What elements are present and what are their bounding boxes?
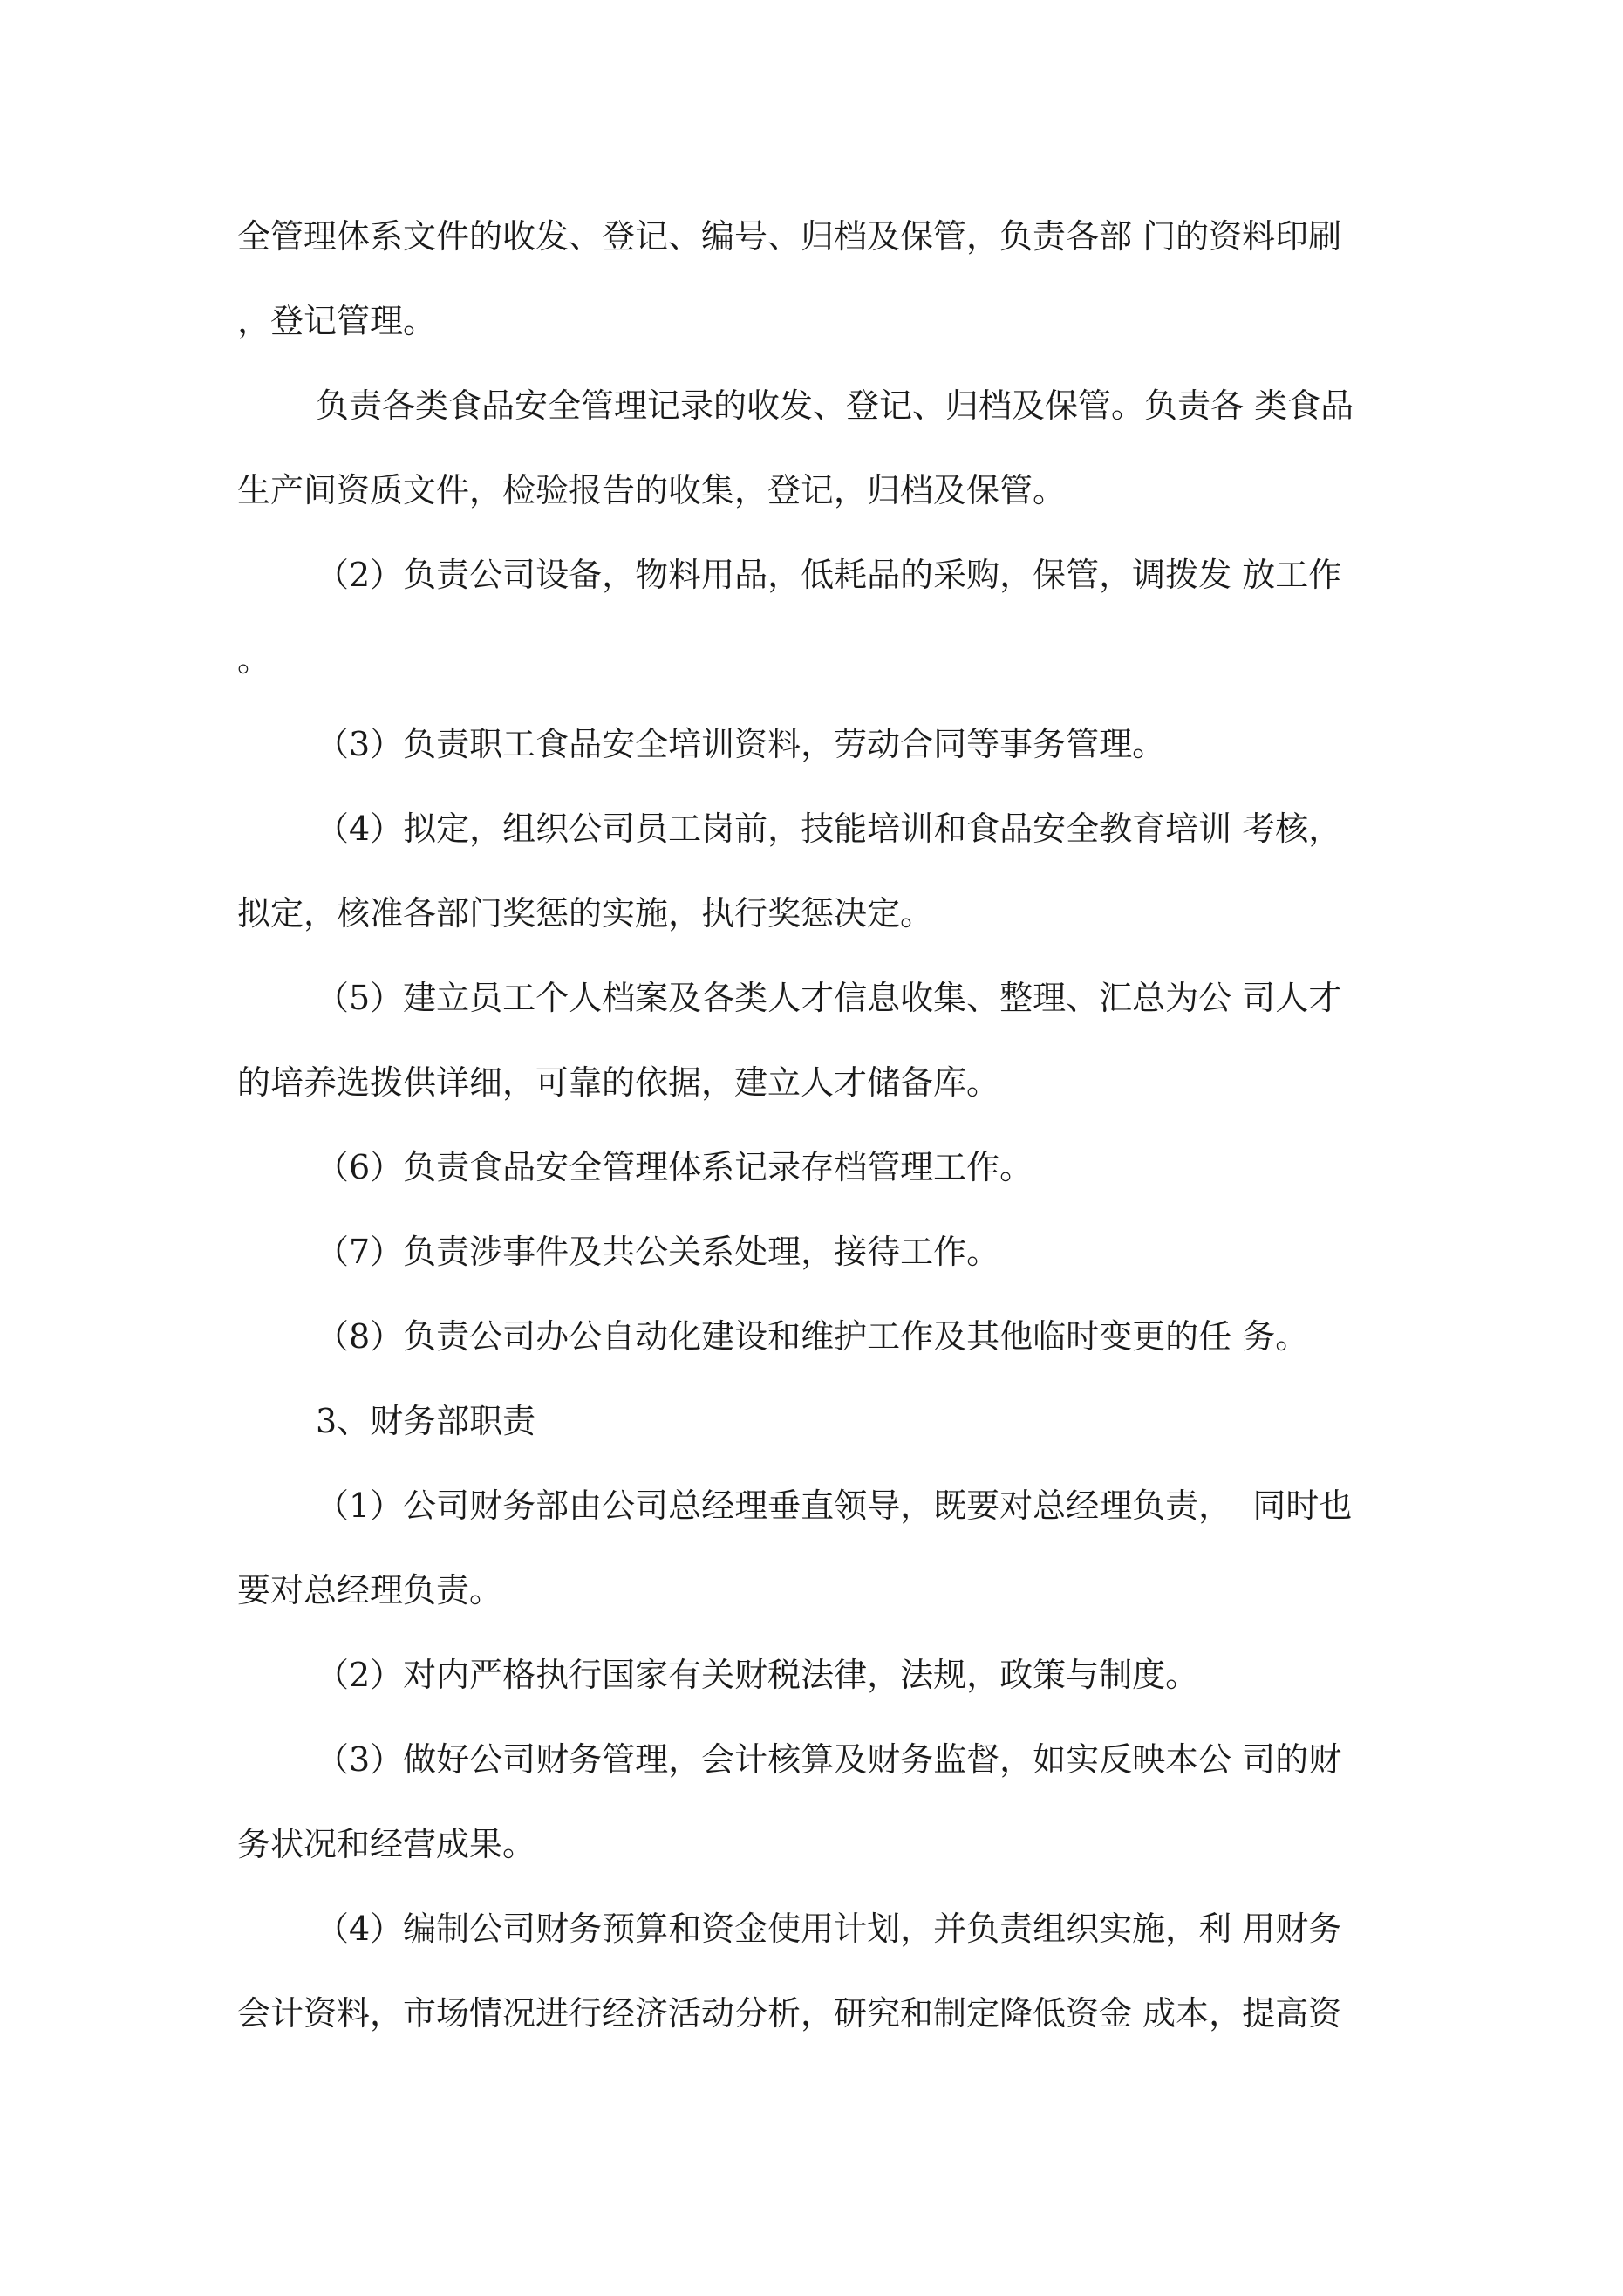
text-line: 会计资料，市场情况进行经济活动分析，研究和制定降低资金 成本，提高资: [237, 1994, 1342, 2033]
text-line: （3）负责职工食品安全培训资料，劳动合同等事务管理。: [316, 725, 1166, 763]
text-line: （3）做好公司财务管理，会计核算及财务监督，如实反映本公 司的财: [316, 1740, 1342, 1779]
text-line: （2）对内严格执行国家有关财税法律，法规，政策与制度。: [316, 1656, 1199, 1694]
text-line: （1）公司财务部由公司总经理垂直领导，既要对总经理负责， 同时也: [316, 1486, 1353, 1525]
text-line: ，登记管理。: [237, 302, 437, 340]
text-line: （4）拟定，组织公司员工岗前，技能培训和食品安全教育培训 考核，: [316, 810, 1342, 848]
text-line: （4）编制公司财务预算和资金使用计划，并负责组织实施，利 用财务: [316, 1910, 1342, 1948]
text-line: 生产间资质文件，检验报告的收集，登记，归档及保管。: [237, 471, 1067, 509]
text-line: （7）负责涉事件及共公关系处理，接待工作。: [316, 1233, 1000, 1271]
text-line: （2）负责公司设备，物料用品，低耗品的采购，保管，调拨发 放工作: [316, 556, 1342, 594]
section-heading: 3、财务部职责: [316, 1402, 536, 1440]
text-line: 负责各类食品安全管理记录的收发、登记、归档及保管。负责各 类食品: [316, 386, 1354, 425]
text-line: 拟定，核准各部门奖惩的实施，执行奖惩决定。: [237, 894, 934, 933]
text-line: 。: [237, 640, 271, 679]
text-line: （5）建立员工个人档案及各类人才信息收集、整理、汇总为公 司人才: [316, 979, 1342, 1017]
text-line: （6）负责食品安全管理体系记录存档管理工作。: [316, 1148, 1033, 1186]
text-line: 务状况和经营成果。: [237, 1825, 536, 1863]
text-line: 的培养选拨供详细，可靠的依据，建立人才储备库。: [237, 1063, 1000, 1102]
text-line: （8）负责公司办公自动化建设和维护工作及其他临时变更的任 务。: [316, 1317, 1309, 1356]
text-line: 全管理体系文件的收发、登记、编号、归档及保管，负责各部 门的资料印刷: [237, 217, 1342, 256]
text-line: 要对总经理负责。: [237, 1571, 503, 1609]
